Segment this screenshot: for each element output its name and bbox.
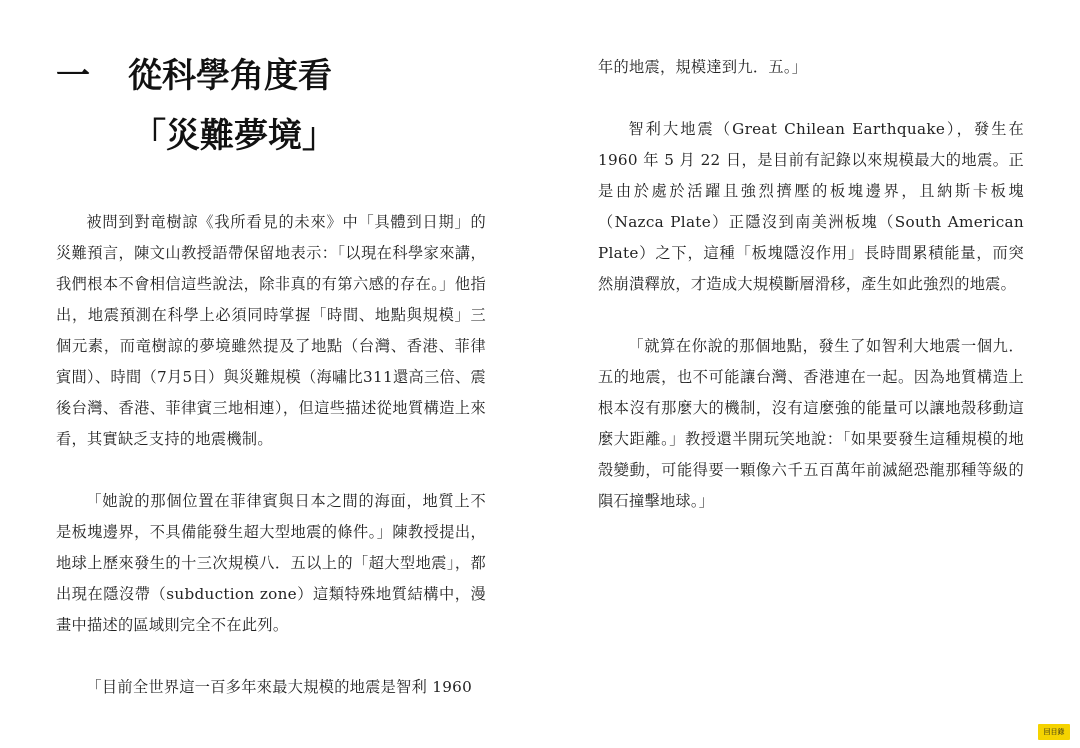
chapter-title (56, 52, 486, 162)
paragraph-gap (598, 300, 1024, 331)
chapter-title-line1 (56, 52, 486, 100)
chapter-title-text: 從科學角度看 (128, 56, 332, 96)
paragraph-gap (598, 83, 1024, 114)
right-page (598, 52, 1024, 517)
chapter-number: 一 (56, 56, 90, 96)
paragraph: 「她說的那個位置在菲律賓與日本之間的海面，地質上不是板塊邊界，不具備能發生超大型地震的條件。」陳教授提出，地球上歷來發生的十三次規模八．五以上的「超大型地震」，都出現在隱沒帶（subduction zone）這類特殊地質結構中，漫畫中描述的區域則完全不在此列。 (56, 492, 486, 634)
left-page (56, 52, 486, 703)
chapter-subtitle: 「災難夢境」 (132, 116, 336, 156)
back-to-toc-button[interactable]: 回目錄 (1038, 724, 1070, 740)
paragraph: 智利大地震（Great Chilean Earthquake），發生在 1960 年 5 月 22 日，是目前有記錄以來規模最大的地震。正是由於處於活躍且強烈擠壓的板塊邊界，且納斯卡板塊（Nazca Plate）正隱沒到南美洲板塊（South American Plate）之下，這種「板塊隱沒作用」長時間累積能量，而突然崩潰釋放，才造成大規模斷層滑移，產生如此強烈的地震。 (598, 120, 1024, 293)
paragraph: 被問到對竜樹諒《我所看見的未來》中「具體到日期」的災難預言，陳文山教授語帶保留地表示：「以現在科學家來講，我們根本不會相信這些說法，除非真的有第六感的存在。」他指出，地震預測在科學上必須同時掌握「時間、地點與規模」三個元素，而竜樹諒的夢境雖然提及了地點（台灣、香港、菲律賓間）、時間（7月5日）與災難規模（海嘯比311還高三倍、震後台灣、香港、菲律賓三地相連），但這些描述從地質構造上來看，其實缺乏支持的地震機制。 (56, 213, 486, 448)
left-page-body (56, 207, 486, 703)
paragraph-continued: 年的地震，規模達到九．五。」 (598, 58, 808, 76)
paragraph-gap (56, 455, 486, 486)
paragraph: 「目前全世界這一百多年來最大規模的地震是智利 1960 (86, 678, 473, 696)
paragraph: 「就算在你說的那個地點，發生了如智利大地震一個九．五的地震，也不可能讓台灣、香港連在一起。因為地質構造上根本沒有那麼大的機制，沒有這麼強的能量可以讓地殼移動這麼大距離。」教授還半開玩笑地說：「如果要發生這種規模的地殼變動，可能得要一顆像六千五百萬年前滅絕恐龍那種等級的隕石撞擊地球。」 (598, 337, 1024, 510)
paragraph-gap (56, 641, 486, 672)
